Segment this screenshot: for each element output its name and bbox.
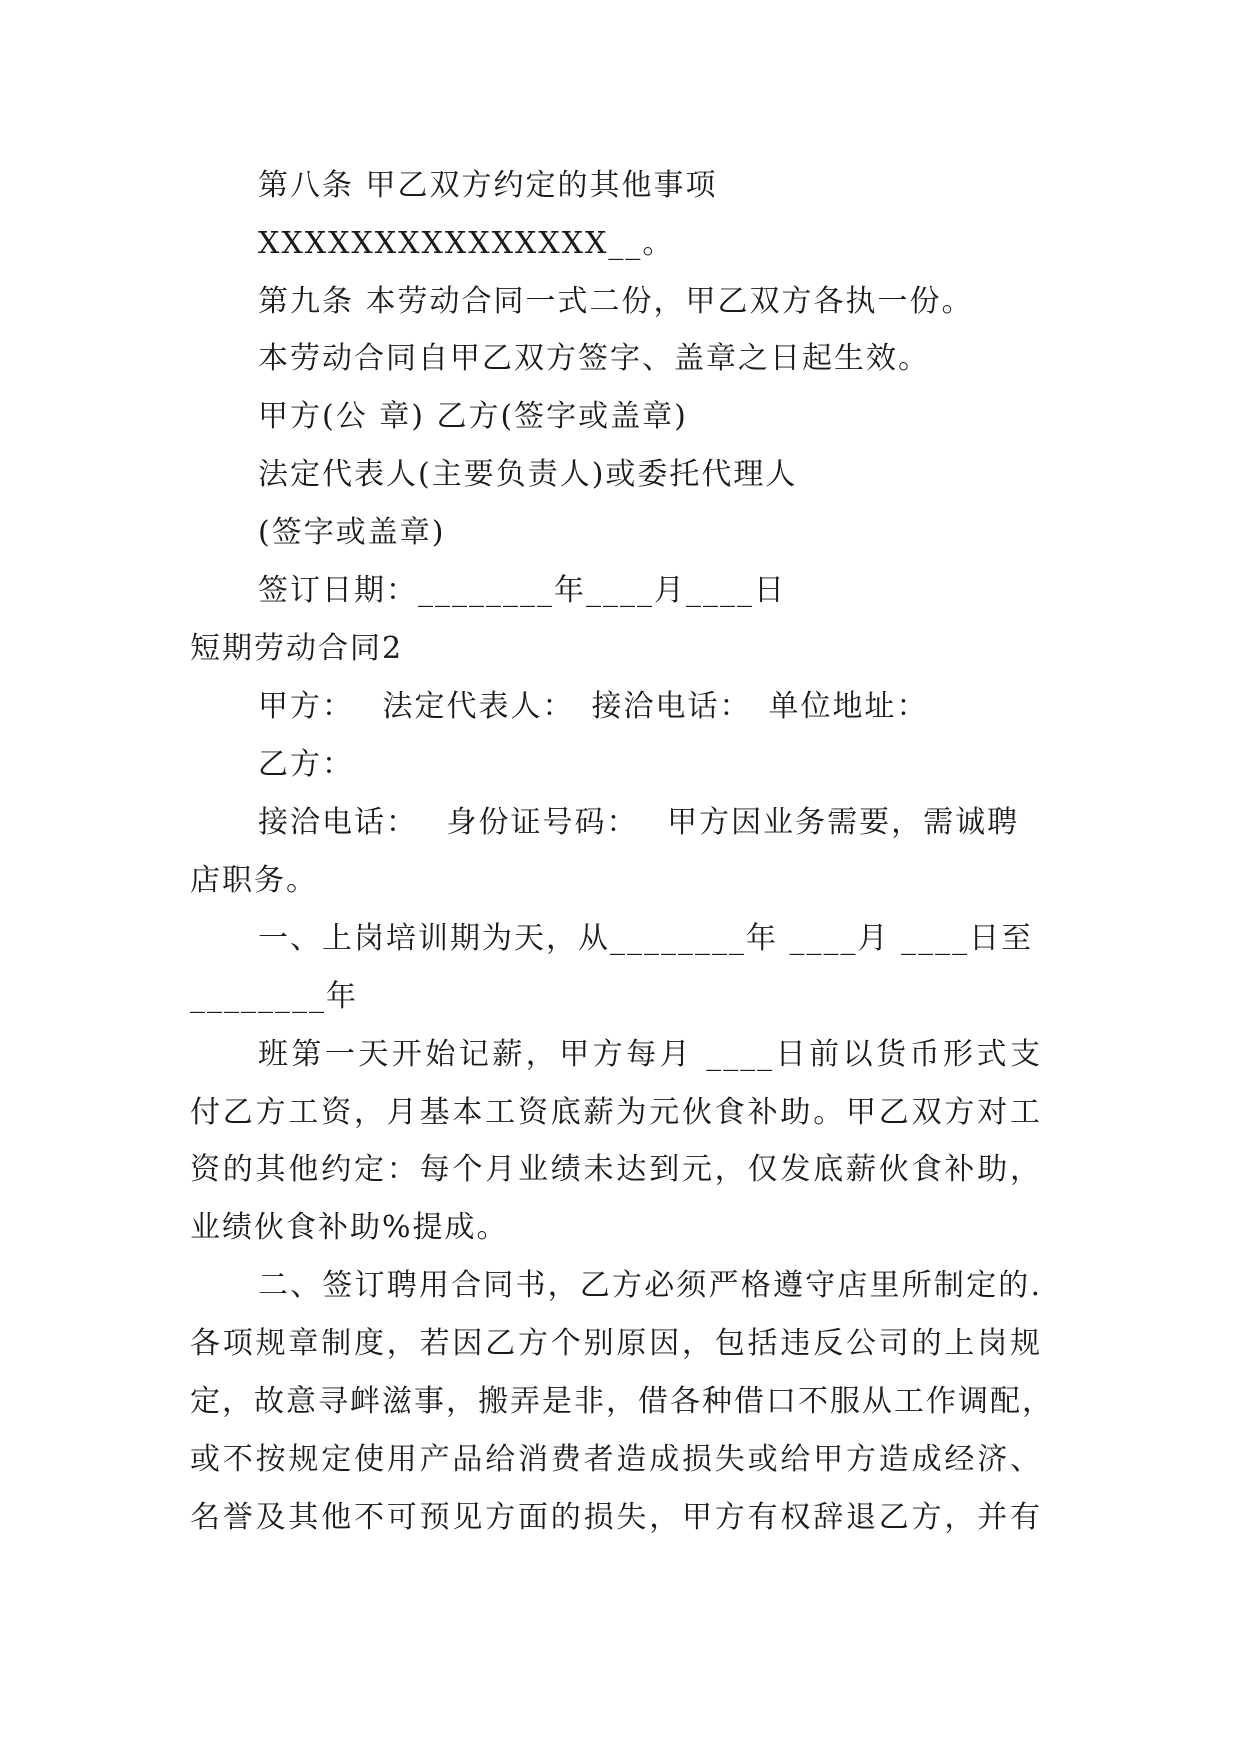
salary-paragraph-line-2: 付乙方工资，月基本工资底薪为元伙食补助。甲乙双方对工: [190, 1095, 1042, 1130]
training-end-year-line: ________年: [190, 979, 358, 1014]
contact-id-line: 接洽电话： 身份证号码： 甲方因业务需要，需诚聘: [258, 805, 1020, 840]
party-a-info-line: 甲方： 法定代表人： 接洽电话： 单位地址：: [258, 689, 929, 724]
other-matters-placeholder: XXXXXXXXXXXXXXX__。: [258, 226, 675, 261]
effective-clause: 本劳动合同自甲乙双方签字、盖章之日起生效。: [258, 341, 930, 376]
store-position-line: 店职务。: [190, 863, 318, 898]
article-8-heading: 第八条 甲乙双方约定的其他事项: [258, 168, 718, 203]
signature-or-seal-line: (签字或盖章): [258, 515, 446, 550]
contract-2-title: 短期劳动合同2: [190, 631, 404, 666]
salary-paragraph-line-3: 资的其他约定：每个月业绩未达到元，仅发底薪伙食补助，: [190, 1152, 1042, 1187]
training-period-line: 一、上岗培训期为天，从________年 ____月 ____日至: [258, 921, 1034, 956]
party-b-line: 乙方：: [258, 747, 354, 782]
party-signature-line: 甲方(公 章) 乙方(签字或盖章): [258, 399, 688, 434]
clause-2-line-3: 定，故意寻衅滋事，搬弄是非，借各种借口不服从工作调配，: [190, 1384, 1054, 1419]
legal-representative-line: 法定代表人(主要负责人)或委托代理人: [258, 457, 798, 492]
article-9-text: 第九条 本劳动合同一式二份，甲乙双方各执一份。: [258, 284, 974, 319]
clause-2-line-4: 或不按规定使用产品给消费者造成损失或给甲方造成经济、: [190, 1442, 1042, 1477]
salary-paragraph-line-4: 业绩伙食补助%提成。: [190, 1210, 509, 1245]
signing-date-line: 签订日期：________年____月____日: [258, 573, 786, 608]
clause-2-line-1: 二、签订聘用合同书，乙方必须严格遵守店里所制定的.: [258, 1268, 1042, 1303]
salary-paragraph-line-1: 班第一天开始记薪，甲方每月 ____日前以货币形式支: [258, 1037, 1042, 1072]
clause-2-line-2: 各项规章制度，若因乙方个别原因，包括违反公司的上岗规: [190, 1326, 1042, 1361]
clause-2-line-5: 名誉及其他不可预见方面的损失，甲方有权辞退乙方，并有: [190, 1500, 1042, 1535]
